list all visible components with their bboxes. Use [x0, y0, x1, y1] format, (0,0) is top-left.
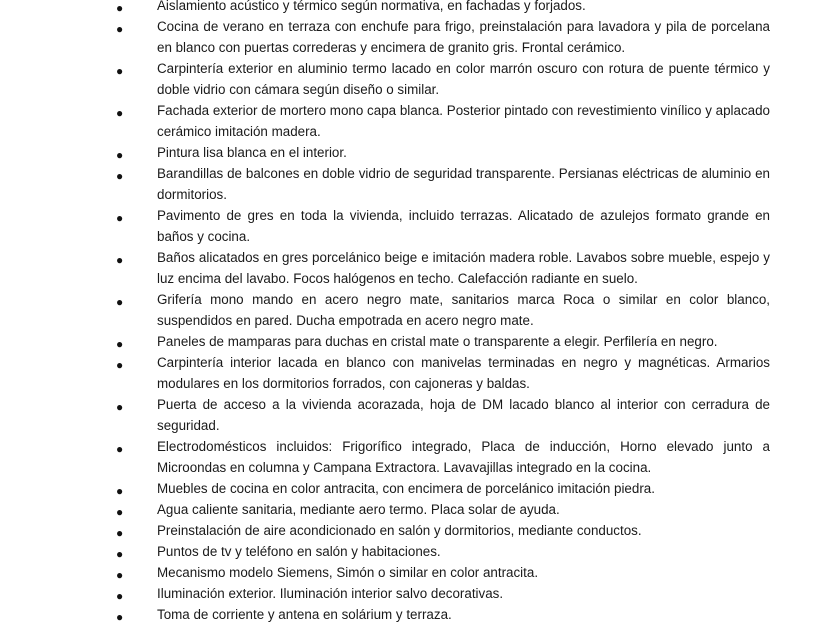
bullet-icon: ● [116, 337, 124, 351]
list-item [0, 163, 840, 205]
bullet-icon: ● [116, 253, 124, 267]
bullet-icon: ● [116, 610, 124, 624]
list-item [0, 142, 840, 163]
list-item [0, 58, 840, 100]
list-item-text: Iluminación exterior. Iluminación interior salvo decorativas. [157, 586, 504, 601]
list-item [0, 583, 840, 604]
list-item-text: Barandillas de balcones en doble vidrio de seguridad transparente. Persianas eléctricas de aluminio en dormitorios. [157, 166, 770, 202]
bullet-icon: ● [116, 526, 124, 540]
list-item-text: Pintura lisa blanca en el interior. [157, 145, 347, 160]
list-item [0, 436, 840, 478]
list-item [0, 520, 840, 541]
bullet-icon: ● [116, 64, 124, 78]
bullet-icon: ● [116, 400, 124, 414]
list-item-text: Toma de corriente y antena en solárium y terraza. [157, 607, 452, 622]
list-item-text: Carpintería interior lacada en blanco con manivelas terminadas en negro y magnéticas. Armarios modulares en los dormitorios forrados, con cajoneras y baldas. [157, 355, 770, 391]
bullet-icon: ● [116, 358, 124, 372]
list-item-text: Grifería mono mando en acero negro mate, sanitarios marca Roca o similar en color blanco, suspendidos en pared. Ducha empotrada en acero negro mate. [157, 292, 770, 328]
list-item [0, 352, 840, 394]
list-item-text: Puntos de tv y teléfono en salón y habitaciones. [157, 544, 441, 559]
list-item-text: Muebles de cocina en color antracita, con encimera de porcelánico imitación piedra. [157, 481, 655, 496]
list-item [0, 394, 840, 436]
bullet-icon: ● [116, 505, 124, 519]
list-item-text: Aislamiento acústico y térmico según normativa, en fachadas y forjados. [157, 0, 586, 13]
list-item-text: Paneles de mamparas para duchas en cristal mate o transparente a elegir. Perfilería en negro. [157, 334, 718, 349]
list-item [0, 289, 840, 331]
bullet-icon: ● [116, 295, 124, 309]
list-item-text: Agua caliente sanitaria, mediante aero termo. Placa solar de ayuda. [157, 502, 560, 517]
bullet-icon: ● [116, 211, 124, 225]
list-item-text: Fachada exterior de mortero mono capa blanca. Posterior pintado con revestimiento vinílico y aplacado cerámico imitación madera. [157, 103, 770, 139]
bullet-icon: ● [116, 106, 124, 120]
list-item [0, 562, 840, 583]
list-item-text: Puerta de acceso a la vivienda acorazada, hoja de DM lacado blanco al interior con cerradura de seguridad. [157, 397, 770, 433]
bullet-icon: ● [116, 547, 124, 561]
list-item [0, 541, 840, 562]
bullet-icon: ● [116, 1, 124, 15]
list-item [0, 0, 840, 16]
list-item [0, 604, 840, 625]
bullet-icon: ● [116, 589, 124, 603]
list-item [0, 205, 840, 247]
list-item-text: Electrodomésticos incluidos: Frigorífico integrado, Placa de inducción, Horno elevado junto a Microondas en columna y Campana Extractora. Lavavajillas integrado en la cocina. [157, 439, 770, 475]
list-item [0, 247, 840, 289]
bullet-icon: ● [116, 442, 124, 456]
list-item [0, 478, 840, 499]
list-item [0, 100, 840, 142]
list-item [0, 331, 840, 352]
list-item [0, 16, 840, 58]
bullet-icon: ● [116, 484, 124, 498]
bullet-icon: ● [116, 148, 124, 162]
list-item-text: Cocina de verano en terraza con enchufe para frigo, preinstalación para lavadora y pila de porcelana en blanco con puertas correderas y encimera de granito gris. Frontal cerámico. [157, 19, 770, 55]
list-item [0, 499, 840, 520]
bullet-icon: ● [116, 568, 124, 582]
list-item-text: Pavimento de gres en toda la vivienda, incluido terrazas. Alicatado de azulejos formato grande en baños y cocina. [157, 208, 770, 244]
list-item-text: Carpintería exterior en aluminio termo lacado en color marrón oscuro con rotura de puente térmico y doble vidrio con cámara según diseño o similar. [157, 61, 770, 97]
bullet-icon: ● [116, 22, 124, 36]
list-item-text: Mecanismo modelo Siemens, Simón o similar en color antracita. [157, 565, 539, 580]
list-item-text: Baños alicatados en gres porcelánico beige e imitación madera roble. Lavabos sobre mueble, espejo y luz encima del lavabo. Focos halógenos en techo. Calefacción radiante en suelo. [157, 250, 770, 286]
list-item-text: Preinstalación de aire acondicionado en salón y dormitorios, mediante conductos. [157, 523, 642, 538]
bullet-icon: ● [116, 169, 124, 183]
